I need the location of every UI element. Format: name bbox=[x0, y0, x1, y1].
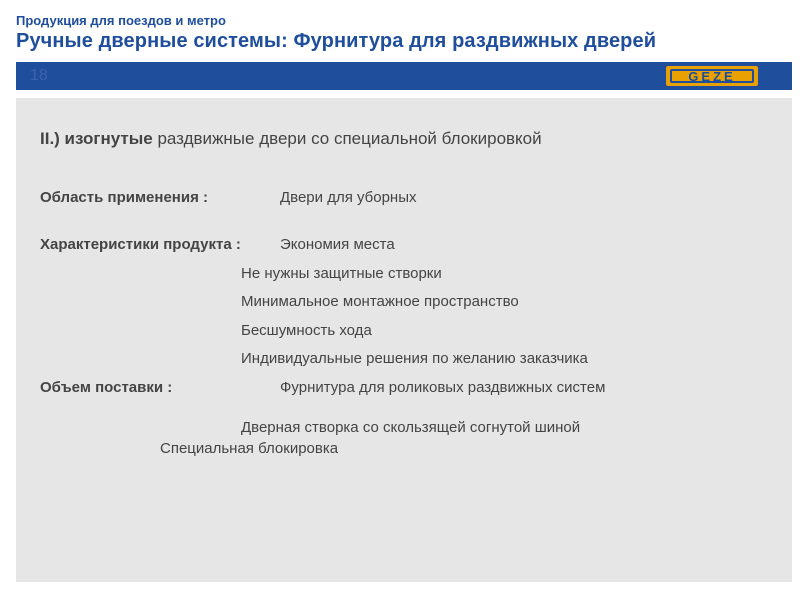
characteristics-item: Не нужны защитные створки bbox=[241, 265, 442, 282]
delivery-value: Фурнитура для роликовых раздвижных систем bbox=[280, 379, 606, 396]
characteristics-item: Минимальное монтажное пространство bbox=[241, 293, 519, 310]
characteristics-item: Бесшумность хода bbox=[241, 322, 372, 339]
header-subtitle: Продукция для поездов и метро bbox=[16, 13, 226, 28]
geze-logo bbox=[666, 66, 758, 86]
delivery-item: Специальная блокировка bbox=[160, 440, 339, 457]
application-value: Двери для уборных bbox=[280, 189, 417, 206]
geze-logo-text: GEZE bbox=[670, 69, 754, 83]
characteristics-item: Индивидуальные решения по желанию заказчика bbox=[241, 350, 588, 367]
page-number: 18 bbox=[30, 67, 48, 84]
content-panel bbox=[16, 98, 792, 582]
delivery-item: Дверная створка со скользящей согнутой шиной bbox=[241, 419, 581, 436]
section-heading-rest: раздвижные двери со специальной блокировкой bbox=[152, 129, 542, 148]
page-title: Ручные дверные системы: Фурнитура для раздвижных дверей bbox=[16, 30, 657, 52]
characteristics-first: Экономия места bbox=[280, 236, 395, 253]
delivery-label: Объем поставки : bbox=[40, 379, 173, 396]
characteristics-label: Характеристики продукта : bbox=[40, 236, 241, 253]
header-bar bbox=[16, 62, 792, 90]
section-heading-bold: II.) изогнутые bbox=[40, 129, 153, 148]
section-heading bbox=[40, 129, 542, 149]
application-label: Область применения : bbox=[40, 189, 208, 206]
